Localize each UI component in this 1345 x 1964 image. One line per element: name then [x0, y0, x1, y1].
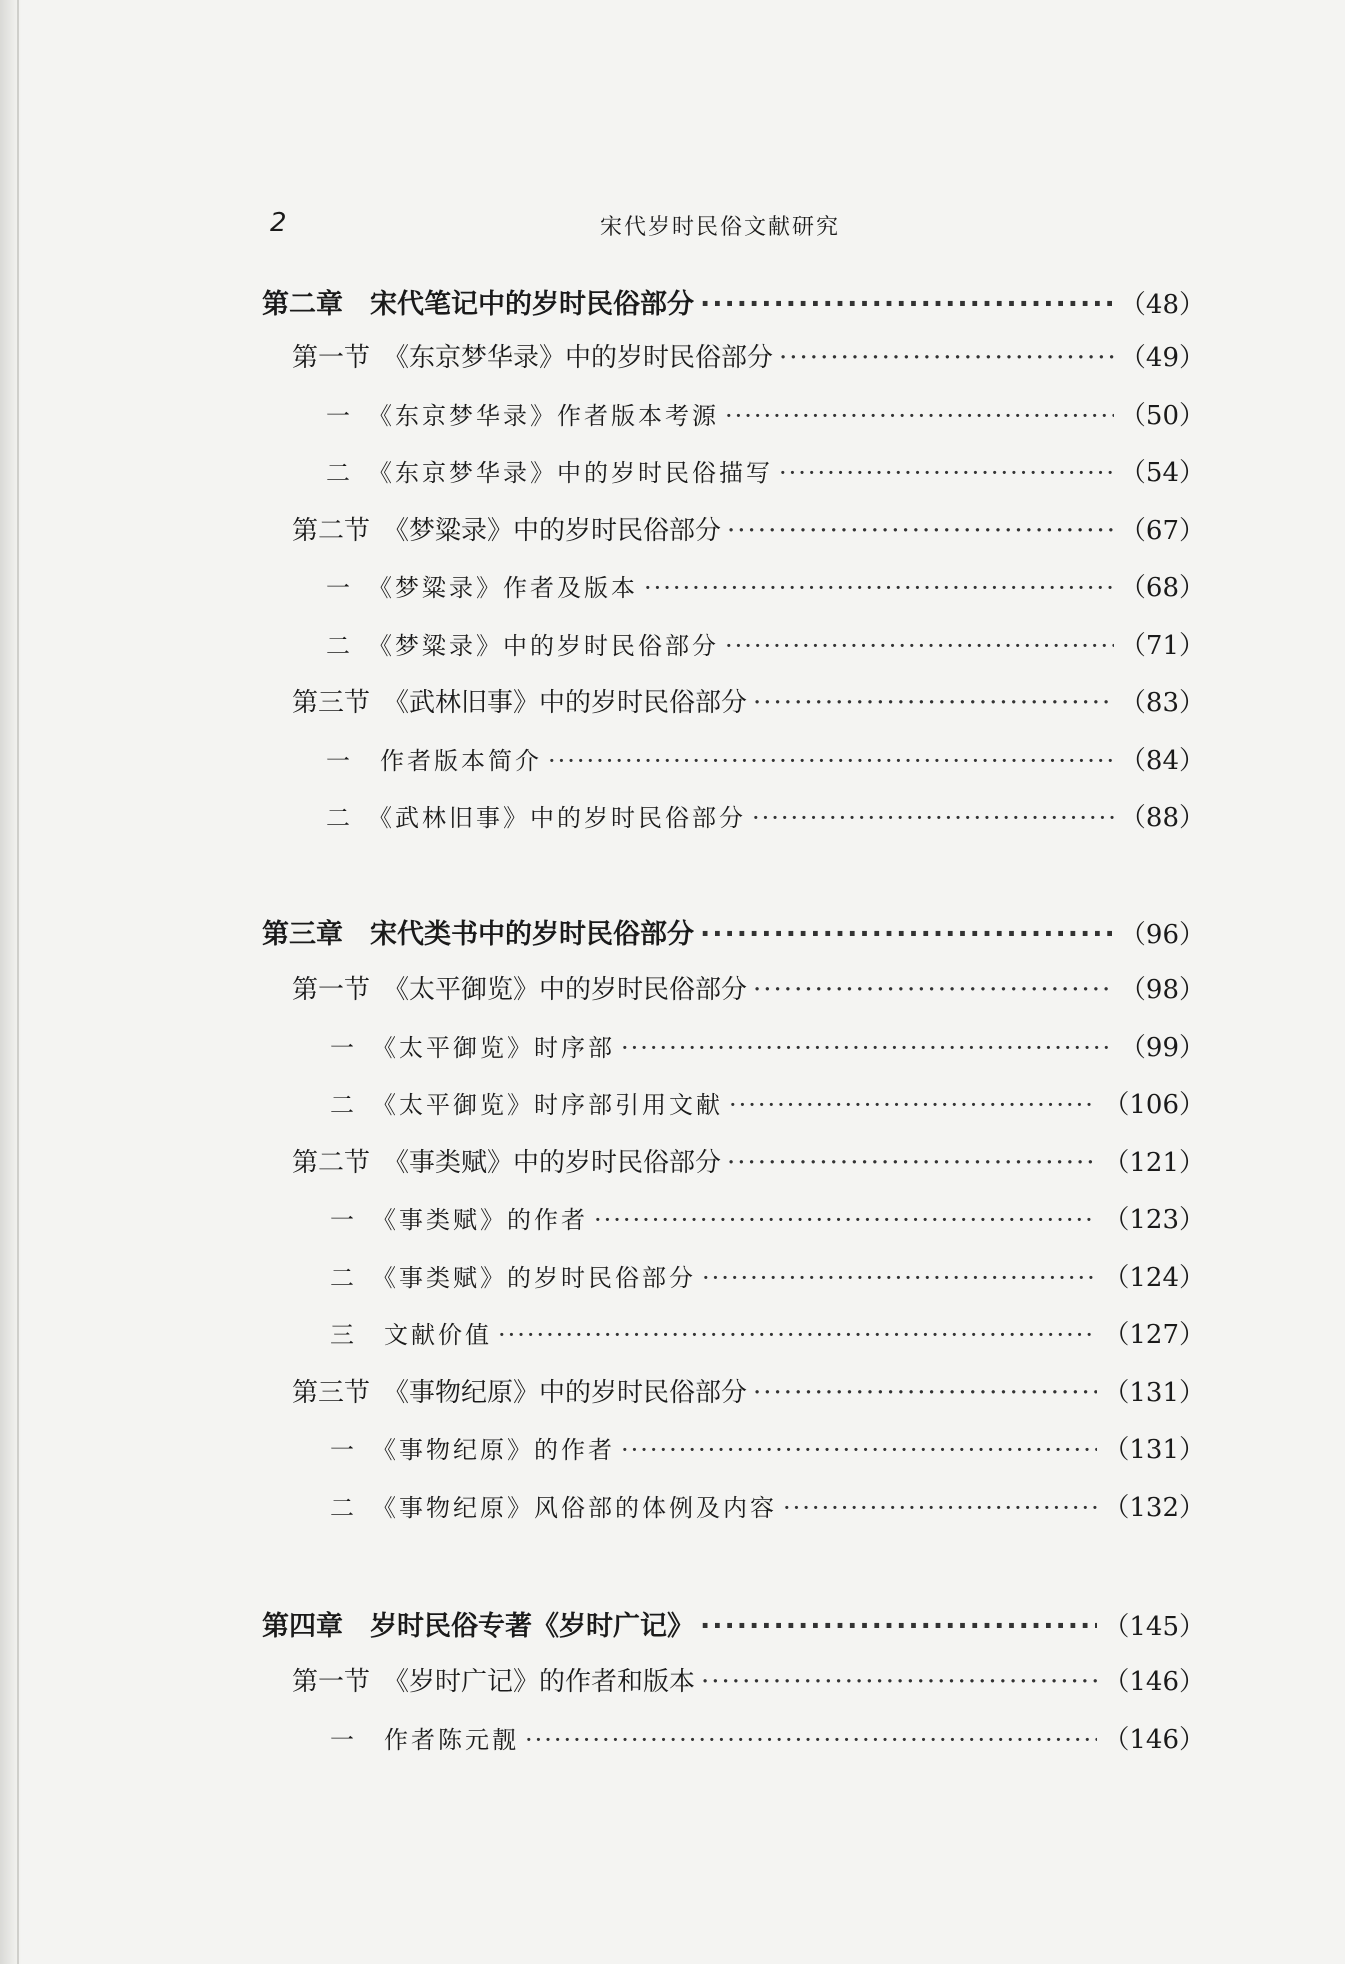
- toc-leader-dots: [700, 919, 1114, 950]
- toc-leader-dots: [753, 1378, 1097, 1408]
- toc-leader-dots: [752, 804, 1114, 832]
- toc-entry-section: [292, 510, 1205, 556]
- toc-entry-title: 一 《事物纪原》的作者: [330, 1436, 615, 1464]
- toc-entry-page: （48）: [1119, 290, 1205, 320]
- toc-entry-title: 第一节 《太平御览》中的岁时民俗部分: [292, 975, 748, 1005]
- toc-entry-page: （96）: [1119, 920, 1205, 950]
- toc-entry-title: 第三节 《事物纪原》中的岁时民俗部分: [292, 1378, 748, 1408]
- toc-entry-chapter: [262, 1604, 1205, 1650]
- toc-entry-item: [330, 1429, 1205, 1475]
- toc-entry-title: 第一节 《东京梦华录》中的岁时民俗部分: [292, 343, 774, 373]
- page-edge-line: [17, 0, 19, 1964]
- toc-leader-dots: [725, 402, 1114, 430]
- page-header: [0, 208, 1345, 248]
- toc-leader-dots: [701, 1667, 1097, 1697]
- toc-entry-title: 第一节 《岁时广记》的作者和版本: [292, 1667, 696, 1697]
- toc-entry-title: 二 《梦粱录》中的岁时民俗部分: [326, 632, 719, 660]
- toc-entry-item: [330, 1314, 1205, 1360]
- toc-entry-page: （49）: [1119, 343, 1205, 373]
- toc-entry-section: [292, 1142, 1205, 1188]
- toc-entry-title: 第二节 《事类赋》中的岁时民俗部分: [292, 1148, 722, 1178]
- toc-entry-item: [326, 395, 1205, 441]
- toc-entry-page: （88）: [1119, 803, 1205, 833]
- toc-entry-item: [326, 452, 1205, 498]
- toc-entry-page: （84）: [1119, 746, 1205, 776]
- toc-leader-dots: [498, 1321, 1097, 1349]
- toc-entry-item: [326, 797, 1205, 843]
- toc-leader-dots: [594, 1206, 1097, 1234]
- toc-entry-title: 一 《东京梦华录》作者版本考源: [326, 402, 719, 430]
- toc-leader-dots: [621, 1436, 1097, 1464]
- toc-entry-section: [292, 682, 1205, 728]
- toc-entry-page: （131）: [1103, 1435, 1205, 1465]
- toc-entry-item: [330, 1719, 1205, 1765]
- toc-entry-item: [330, 1027, 1205, 1073]
- toc-leader-dots: [753, 688, 1114, 718]
- toc-entry-title: 一 《太平御览》时序部: [330, 1034, 615, 1062]
- toc-entry-page: （67）: [1119, 516, 1205, 546]
- toc-entry-item: [326, 567, 1205, 613]
- toc-entry-title: 第三章 宋代类书中的岁时民俗部分: [262, 919, 694, 950]
- toc-leader-dots: [700, 1611, 1097, 1642]
- toc-leader-dots: [779, 343, 1114, 373]
- toc-entry-item: [330, 1257, 1205, 1303]
- toc-entry-section: [292, 969, 1205, 1015]
- toc-entry-title: 二 《武林旧事》中的岁时民俗部分: [326, 804, 746, 832]
- toc-entry-page: （146）: [1103, 1667, 1205, 1697]
- toc-entry-item: [330, 1199, 1205, 1245]
- toc-entry-title: 一 作者版本简介: [326, 747, 542, 775]
- toc-leader-dots: [725, 632, 1114, 660]
- toc-entry-title: 二 《东京梦华录》中的岁时民俗描写: [326, 459, 773, 487]
- toc-leader-dots: [779, 459, 1114, 487]
- toc-entry-page: （99）: [1119, 1033, 1205, 1063]
- toc-entry-title: 第四章 岁时民俗专著《岁时广记》: [262, 1611, 694, 1642]
- page-number: 2: [270, 208, 287, 238]
- toc-entry-page: （83）: [1119, 688, 1205, 718]
- toc-leader-dots: [644, 574, 1114, 602]
- toc-entry-page: （71）: [1119, 631, 1205, 661]
- toc-entry-chapter: [262, 912, 1205, 958]
- toc-entry-page: （98）: [1119, 975, 1205, 1005]
- toc-entry-section: [292, 337, 1205, 383]
- toc-entry-page: （50）: [1119, 401, 1205, 431]
- toc-entry-item: [326, 625, 1205, 671]
- toc-entry-page: （106）: [1103, 1090, 1205, 1120]
- toc-entry-page: （54）: [1119, 458, 1205, 488]
- toc-entry-title: 二 《太平御览》时序部引用文献: [330, 1091, 723, 1119]
- toc-entry-title: 第二章 宋代笔记中的岁时民俗部分: [262, 289, 694, 320]
- toc-entry-item: [330, 1084, 1205, 1130]
- toc-leader-dots: [727, 1148, 1097, 1178]
- toc-entry-page: （124）: [1103, 1263, 1205, 1293]
- toc-entry-section: [292, 1372, 1205, 1418]
- toc-leader-dots: [621, 1034, 1114, 1062]
- toc-entry-page: （131）: [1103, 1378, 1205, 1408]
- toc-entry-page: （145）: [1103, 1612, 1205, 1642]
- toc-leader-dots: [783, 1494, 1097, 1522]
- toc-leader-dots: [548, 747, 1114, 775]
- toc-entry-chapter: [262, 282, 1205, 328]
- toc-entry-item: [330, 1487, 1205, 1533]
- toc-leader-dots: [727, 516, 1114, 546]
- toc-entry-title: 第三节 《武林旧事》中的岁时民俗部分: [292, 688, 748, 718]
- toc-entry-page: （132）: [1103, 1493, 1205, 1523]
- toc-entry-title: 一 作者陈元靓: [330, 1726, 519, 1754]
- toc-leader-dots: [753, 975, 1114, 1005]
- toc-entry-page: （146）: [1103, 1725, 1205, 1755]
- toc-entry-page: （123）: [1103, 1205, 1205, 1235]
- toc-entry-title: 第二节 《梦粱录》中的岁时民俗部分: [292, 516, 722, 546]
- toc-entry-title: 二 《事物纪原》风俗部的体例及内容: [330, 1494, 777, 1522]
- toc-leader-dots: [702, 1264, 1097, 1292]
- toc-entry-title: 二 《事类赋》的岁时民俗部分: [330, 1264, 696, 1292]
- toc-entry-title: 一 《事类赋》的作者: [330, 1206, 588, 1234]
- toc-entry-page: （121）: [1103, 1148, 1205, 1178]
- toc-leader-dots: [700, 289, 1114, 320]
- toc-leader-dots: [729, 1091, 1097, 1119]
- toc-entry-title: 一 《梦粱录》作者及版本: [326, 574, 638, 602]
- toc-entry-page: （127）: [1103, 1320, 1205, 1350]
- toc-entry-title: 三 文献价值: [330, 1321, 492, 1349]
- toc-entry-section: [292, 1661, 1205, 1707]
- toc-entry-page: （68）: [1119, 573, 1205, 603]
- toc-entry-item: [326, 740, 1205, 786]
- running-title: 宋代岁时民俗文献研究: [600, 215, 841, 240]
- toc-leader-dots: [525, 1726, 1097, 1754]
